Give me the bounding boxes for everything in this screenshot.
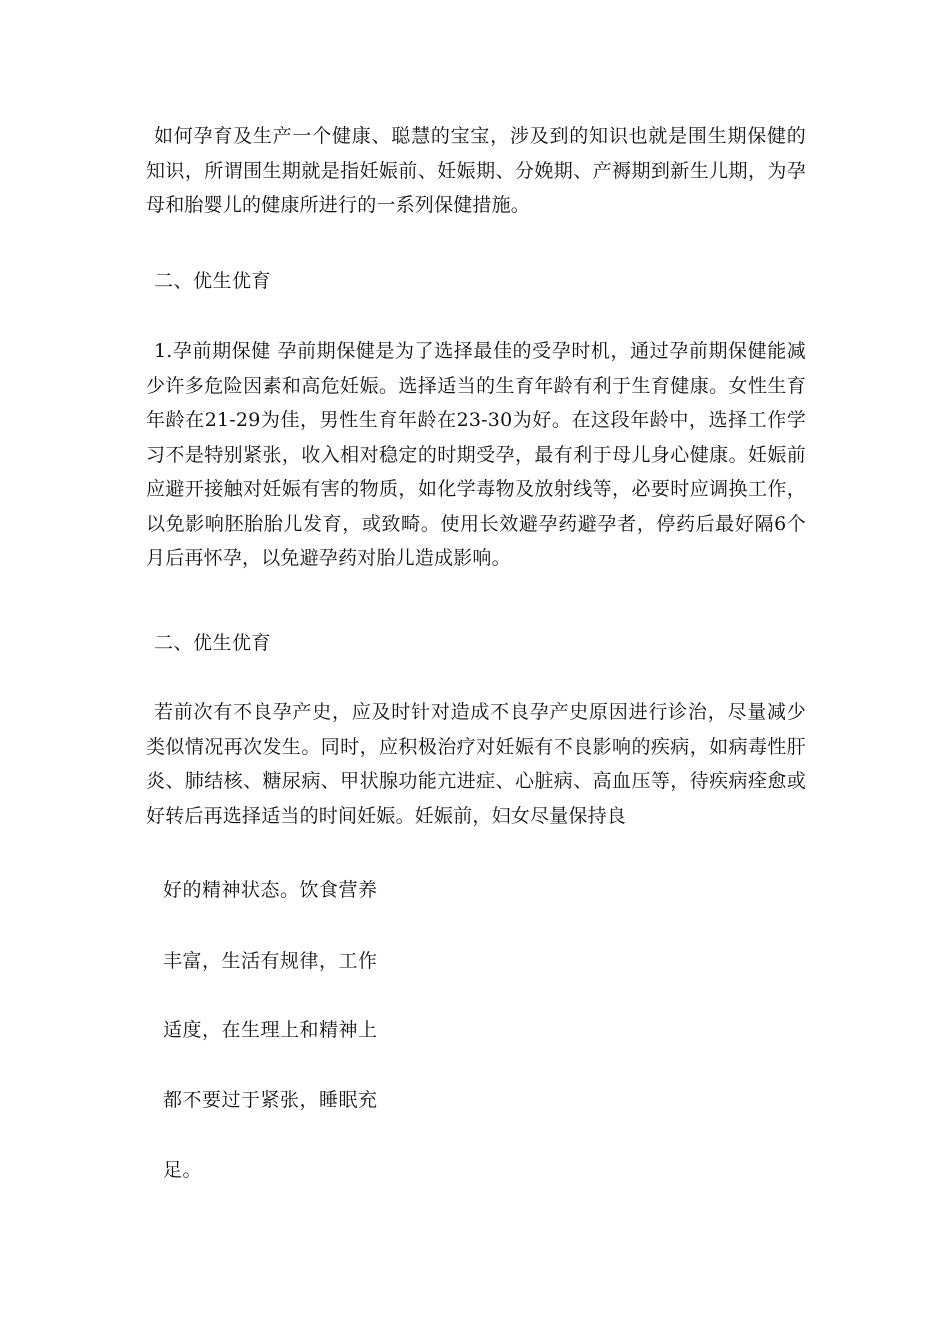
section-heading-1: 二、优生优育 bbox=[154, 270, 272, 292]
section2-paragraph: 若前次有不良孕产史，应及时针对造成不良孕产史原因进行诊治，尽量减少类似情况再次发生。同时，应积极治疗对妊娠有不良影响的疾病，如病毒性肝炎、肺结核、糖尿病、甲状腺功能亢进症、心脏病、高血压等，待疾病痊愈或好转后再选择适当的时间妊娠。妊娠前，妇女尽量保持良 bbox=[146, 701, 806, 827]
short-line-3: 适度，在生理上和精神上 bbox=[163, 1019, 378, 1041]
short-line-2: 丰富，生活有规律，工作 bbox=[163, 950, 378, 972]
section1-paragraph: 1.孕前期保健 孕前期保健是为了选择最佳的受孕时机，通过孕前期保健能减少许多危险因素和高危妊娠。选择适当的生育年龄有利于生育健康。女性生育年龄在21-29为佳，男性生育年龄在23-30为好。在这段年龄中，选择工作学习不是特别紧张，收入相对稳定的时期受孕，最有利于母儿身心健康。妊娠前应避开接触对妊娠有害的物质，如化学毒物及放射线等，必要时应调换工作，以免影响胚胎胎儿发育，或致畸。使用长效避孕药避孕者，停药后最好隔6个月后再怀孕，以免避孕药对胎儿造成影响。 bbox=[146, 340, 806, 569]
short-line-1: 好的精神状态。饮食营养 bbox=[163, 879, 378, 901]
intro-paragraph: 如何孕育及生产一个健康、聪慧的宝宝，涉及到的知识也就是围生期保健的知识，所谓围生期就是指妊娠前、妊娠期、分娩期、产褥期到新生儿期，为孕母和胎婴儿的健康所进行的一系列保健措施。 bbox=[146, 125, 806, 216]
short-line-5: 足。 bbox=[163, 1159, 203, 1181]
section-heading-2: 二、优生优育 bbox=[154, 632, 272, 654]
short-line-4: 都不要过于紧张，睡眠充 bbox=[163, 1089, 378, 1111]
